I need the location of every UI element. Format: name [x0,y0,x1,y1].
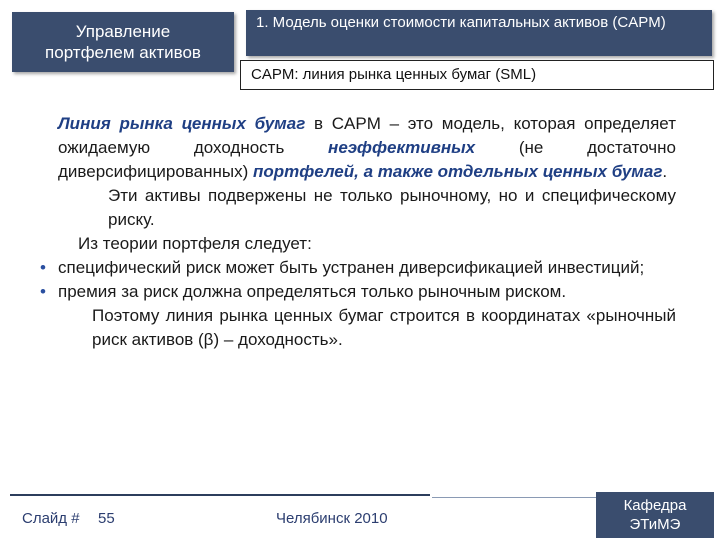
slide-number: 55 [98,510,115,527]
bullet-item-1: • специфический риск может быть устранен диверсификацией инвестиций; [28,256,676,280]
slide-title: 1. Модель оценки стоимости капитальных активов (CAPM) [246,10,712,56]
department-line2: ЭТиМЭ [629,516,681,533]
term-portfolios: портфелей, а также отдельных ценных бумаг [252,162,663,181]
paragraph-definition: Линия рынка ценных бумаг в CAPM – это модель, которая определяет ожидаемую доходность неэффективных (не достаточно диверсифицированных) портфелей, а также отдельных ценных бумаг. [58,114,676,181]
bullet-item-2: • премия за риск должна определяться только рыночным риском. [28,280,676,304]
paragraph-conclusion: Поэтому линия рынка ценных бумаг строится в координатах «рыночный риск активов (β) – доходность». [92,306,676,349]
footer-divider-left [10,494,430,496]
section-title-line1: Управление [75,22,171,41]
paragraph-risk: Эти активы подвержены не только рыночному, но и специфическому риску. [108,186,676,229]
paragraph-theory: Из теории портфеля следует: [78,234,312,253]
term-sml: Линия рынка ценных бумаг [58,114,306,133]
footer-city-year: Челябинск 2010 [276,510,388,527]
department-line1: Кафедра [623,497,687,514]
section-title-line2: портфелем активов [45,43,201,62]
term-inefficient: неэффективных [328,138,476,157]
bullet-icon: • [40,258,46,277]
section-title-box [12,12,234,72]
slide-subtitle: CAPM: линия рынка ценных бумаг (SML) [240,60,714,90]
department-box [596,492,714,538]
slide-number-label: Слайд # [22,510,80,527]
bullet-icon: • [40,282,46,301]
slide-content [28,112,676,352]
